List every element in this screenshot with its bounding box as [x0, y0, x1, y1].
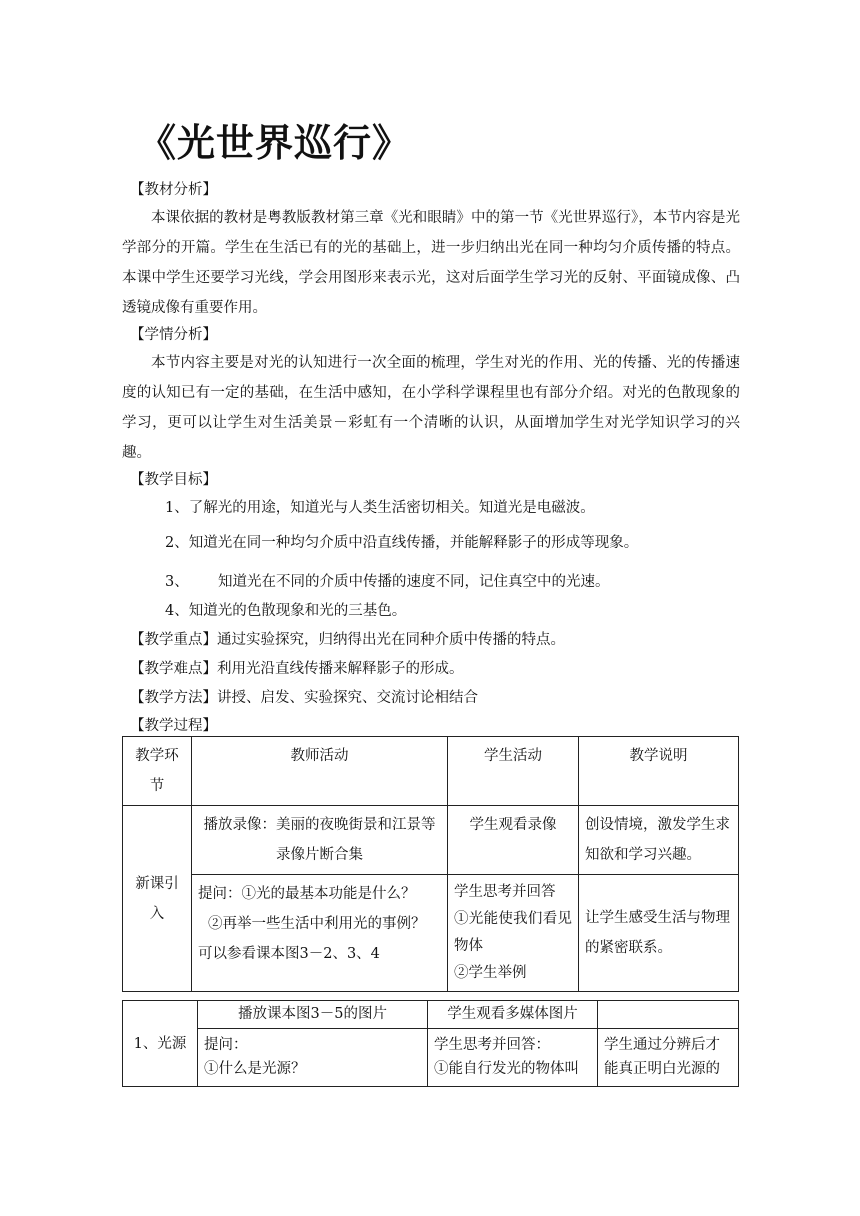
page-title: 《光世界巡行》: [138, 121, 412, 165]
textbook-analysis-paragraph: 本课依据的教材是粤教版教材第三章《光和眼睛》中的第一节《光世界巡行》，本节内容是光学部分的开篇。学生在生活已有的光的基础上，进一步归纳出光在同一种均匀介质传播的特点。本课中学生还要学习光线，学会用图形来表示光，这对后面学生学习光的反射、平面镜成像、凸透镜成像有重要作用。: [122, 210, 740, 316]
method-line: [130, 688, 478, 708]
section-heading-students: 【学情分析】: [130, 327, 217, 343]
note-cell: 创设情境，激发学生求知欲和学习兴趣。: [579, 806, 739, 875]
header-note: 教学说明: [579, 737, 739, 806]
student-answer-line: 学生思考并回答: [454, 884, 556, 900]
difficult-point-line: [130, 659, 464, 679]
student-analysis-paragraph: 本节内容主要是对光的认知进行一次全面的梳理，学生对光的作用、光的传播、光的传播速度的认知已有一定的基础，在生活中感知，在小学科学课程里也有部分介绍。对光的色散现象的学习，更可以让学生对生活美景－彩虹有一个清晰的认识，从面增加学生对光学知识学习的兴趣。: [122, 355, 740, 461]
student-answer-line: 学生思考并回答：: [434, 1037, 550, 1053]
teacher-question-line: ①什么是光源？: [204, 1061, 306, 1077]
student-activity-cell: 学生观看多媒体图片: [428, 1001, 598, 1029]
goal-item-4: 4、知道光的色散现象和光的三基色。: [165, 603, 407, 619]
table-header-row: [123, 737, 739, 806]
method-heading: 【教学方法】: [130, 690, 217, 706]
stage-cell: 新课引入: [123, 806, 192, 992]
difficult-point-text: 利用光沿直线传播来解释影子的形成。: [217, 661, 464, 677]
stage-cell: 1、光源: [123, 1001, 198, 1087]
process-table-intro: [122, 736, 739, 992]
key-point-heading: 【教学重点】: [130, 632, 217, 648]
table-row: [123, 1029, 739, 1087]
student-activity-cell: 学生观看录像: [448, 806, 579, 875]
section-heading-textbook: 【教材分析】: [130, 182, 217, 198]
table-row: [123, 806, 739, 875]
goal-item-1: 1、了解光的用途，知道光与人类生活密切相关。知道光是电磁波。: [165, 500, 595, 516]
key-point-text: 通过实验探究，归纳得出光在同种介质中传播的特点。: [217, 632, 565, 648]
student-answer-line: ②学生举例: [454, 965, 527, 981]
section-heading-process: 【教学过程】: [130, 718, 217, 734]
student-activity-cell: [428, 1029, 598, 1087]
section-heading-goals: 【教学目标】: [130, 472, 217, 488]
teacher-reference-line: 可以参看课本图3－2、3、4: [198, 946, 380, 962]
teacher-question-line: 提问：①光的最基本功能是什么？: [198, 886, 416, 902]
key-point-line: [130, 630, 565, 650]
table-row: [123, 875, 739, 992]
header-student: 学生活动: [448, 737, 579, 806]
teacher-activity-cell: [198, 1029, 428, 1087]
difficult-point-heading: 【教学难点】: [130, 661, 217, 677]
note-cell: 学生通过分辨后才能真正明白光源的: [598, 1029, 739, 1087]
teacher-question-line: 提问：: [204, 1037, 248, 1053]
student-answer-line: ①能自行发光的物体叫: [434, 1061, 579, 1077]
note-cell: 让学生感受生活与物理的紧密联系。: [579, 875, 739, 992]
header-teacher: 教师活动: [192, 737, 448, 806]
student-answer-line: ①光能使我们看见物体: [454, 911, 572, 954]
table-row: [123, 1001, 739, 1029]
method-text: 讲授、启发、实验探究、交流讨论相结合: [217, 690, 478, 706]
process-table-light-source: [122, 1000, 739, 1087]
goal-item-2: 2、知道光在同一种均匀介质中沿直线传播，并能解释影子的形成等现象。: [165, 535, 639, 551]
note-cell: [598, 1001, 739, 1029]
header-stage: 教学环节: [123, 737, 192, 806]
teacher-activity-cell: 播放录像：美丽的夜晚街景和江景等录像片断合集: [192, 806, 448, 875]
goal-item-3-number: 3、: [165, 574, 189, 590]
teacher-activity-cell: [192, 875, 448, 992]
teacher-activity-cell: 播放课本图3－5的图片: [198, 1001, 428, 1029]
student-activity-cell: [448, 875, 579, 992]
teacher-question-line: ②再举一些生活中利用光的事例？: [208, 916, 426, 932]
goal-item-3-text: 知道光在不同的介质中传播的速度不同，记住真空中的光速。: [218, 574, 610, 590]
